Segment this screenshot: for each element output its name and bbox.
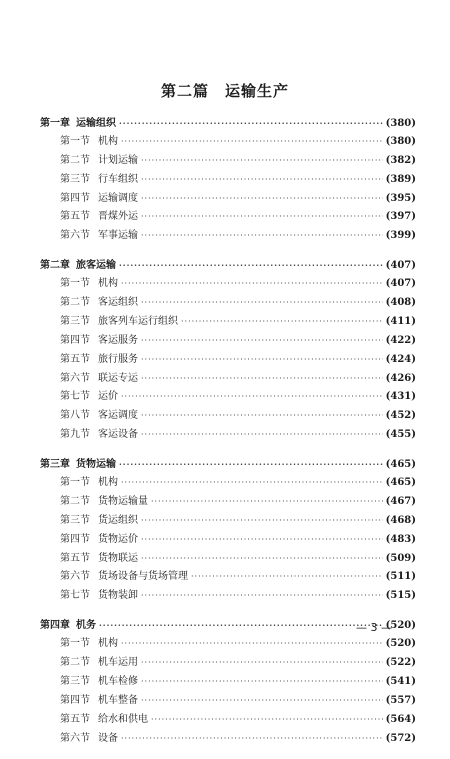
section-number: 第六节 (60, 571, 90, 583)
dot-leader (141, 587, 383, 606)
section-title: 客运设备 (98, 429, 138, 441)
chapter-number: 第一章 (40, 118, 70, 129)
dot-leader (121, 635, 383, 654)
toc-section-entry (40, 133, 416, 152)
dot-leader (151, 493, 383, 512)
section-number: 第四节 (60, 694, 90, 706)
toc-section-entry (40, 152, 416, 171)
page-reference: (431) (385, 391, 416, 403)
dot-leader (119, 114, 383, 133)
chapter-title: 货物运输 (76, 459, 116, 471)
dot-leader (191, 568, 383, 587)
toc-section-entry (40, 692, 416, 711)
section-number: 第三节 (60, 514, 90, 526)
toc-section-entry (40, 635, 416, 654)
page-reference: (395) (385, 192, 416, 204)
dot-leader (141, 171, 383, 190)
dot-leader (141, 407, 383, 426)
section-title: 机车整备 (98, 694, 138, 706)
toc-chapter-block (40, 455, 416, 606)
section-number: 第五节 (60, 552, 90, 564)
page-reference: (426) (385, 372, 416, 384)
dot-leader (119, 455, 383, 474)
section-number: 第二节 (60, 657, 90, 669)
section-title: 机构 (98, 278, 118, 290)
page-title: 第二篇 运输生产 (160, 82, 289, 100)
section-title: 运价 (98, 391, 118, 403)
dot-leader (181, 313, 383, 332)
dot-leader (141, 294, 383, 313)
page-reference: (541) (385, 675, 416, 687)
page-reference: (407) (385, 278, 416, 290)
toc-section-entry (40, 190, 416, 209)
page-reference: (465) (385, 477, 416, 489)
toc-chapter-block (40, 256, 416, 445)
toc-chapter-entry (40, 114, 416, 133)
toc-section-entry (40, 426, 416, 445)
page-reference: (520) (385, 620, 416, 632)
dot-leader (121, 388, 383, 407)
dot-leader (141, 673, 383, 692)
chapter-title: 机务 (76, 620, 96, 632)
section-title: 客运组织 (98, 297, 138, 309)
section-title: 设备 (98, 732, 118, 744)
dot-leader (121, 474, 383, 493)
section-number: 第三节 (60, 173, 90, 185)
toc-section-entry (40, 587, 416, 606)
page-reference: (397) (385, 211, 416, 223)
section-title: 运输调度 (98, 192, 138, 204)
toc-section-entry (40, 227, 416, 246)
section-number: 第八节 (60, 410, 90, 422)
chapter-title: 旅客运输 (76, 260, 116, 272)
section-title: 联运专运 (98, 372, 138, 384)
toc-section-entry (40, 332, 416, 351)
section-title: 货物联运 (98, 552, 138, 564)
page-reference: (515) (385, 590, 416, 602)
page-reference: (389) (385, 173, 416, 185)
page-reference: (468) (385, 514, 416, 526)
chapter-number: 第三章 (40, 459, 70, 471)
toc-section-entry (40, 208, 416, 227)
section-title: 货运组织 (98, 514, 138, 526)
page-reference: (407) (385, 260, 416, 272)
section-title: 货物运价 (98, 533, 138, 545)
toc-section-entry (40, 512, 416, 531)
toc-section-entry (40, 351, 416, 370)
dot-leader (99, 616, 383, 635)
page-reference: (422) (385, 334, 416, 346)
toc-section-entry (40, 294, 416, 313)
toc-chapter-block (40, 114, 416, 246)
table-of-contents (40, 114, 416, 759)
section-number: 第五节 (60, 713, 90, 725)
page-number: — 3 — (356, 621, 392, 634)
toc-section-entry (40, 313, 416, 332)
page-reference: (511) (385, 571, 416, 583)
page-reference: (382) (385, 154, 416, 166)
page-reference: (520) (385, 638, 416, 650)
page-reference: (380) (385, 135, 416, 147)
section-title: 给水和供电 (98, 713, 148, 725)
section-title: 机车检修 (98, 675, 138, 687)
toc-chapter-block (40, 616, 416, 748)
page-reference: (509) (385, 552, 416, 564)
section-number: 第六节 (60, 732, 90, 744)
toc-section-entry (40, 568, 416, 587)
toc-section-entry (40, 730, 416, 749)
dot-leader (141, 512, 383, 531)
page-reference: (572) (385, 732, 416, 744)
page-reference: (399) (385, 230, 416, 242)
chapter-number: 第二章 (40, 260, 70, 272)
section-number: 第九节 (60, 429, 90, 441)
dot-leader (141, 531, 383, 550)
dot-leader (141, 208, 383, 227)
section-number: 第一节 (60, 278, 90, 290)
section-number: 第五节 (60, 211, 90, 223)
section-title: 货物装卸 (98, 590, 138, 602)
page-reference: (408) (385, 297, 416, 309)
page-reference: (467) (385, 495, 416, 507)
dot-leader (121, 275, 383, 294)
chapter-number: 第四章 (40, 620, 70, 632)
section-number: 第一节 (60, 638, 90, 650)
dot-leader (141, 190, 383, 209)
section-number: 第三节 (60, 675, 90, 687)
chapter-title: 运输组织 (76, 118, 116, 129)
section-title: 货物运输量 (98, 495, 148, 507)
section-title: 客运调度 (98, 410, 138, 422)
page-reference: (380) (385, 118, 416, 129)
toc-section-entry (40, 550, 416, 569)
toc-section-entry (40, 171, 416, 190)
dot-leader (119, 256, 383, 275)
section-title: 旅客列车运行组织 (98, 315, 178, 327)
page-reference: (455) (385, 429, 416, 441)
section-title: 军事运输 (98, 230, 138, 242)
section-number: 第二节 (60, 297, 90, 309)
page-reference: (522) (385, 657, 416, 669)
section-number: 第六节 (60, 230, 90, 242)
page-reference: (411) (385, 315, 416, 327)
section-title: 行车组织 (98, 173, 138, 185)
page-reference: (452) (385, 410, 416, 422)
page-reference: (564) (385, 713, 416, 725)
toc-section-entry (40, 711, 416, 730)
section-number: 第七节 (60, 590, 90, 602)
toc-chapter-entry (40, 256, 416, 275)
dot-leader (121, 730, 383, 749)
dot-leader (141, 332, 383, 351)
section-title: 机构 (98, 477, 118, 489)
toc-section-entry (40, 370, 416, 389)
dot-leader (141, 550, 383, 569)
dot-leader (141, 152, 383, 171)
section-title: 计划运输 (98, 154, 138, 166)
section-number: 第三节 (60, 315, 90, 327)
dot-leader (141, 692, 383, 711)
section-number: 第四节 (60, 192, 90, 204)
section-number: 第四节 (60, 533, 90, 545)
dot-leader (121, 133, 383, 152)
dot-leader (141, 370, 383, 389)
dot-leader (141, 426, 383, 445)
section-title: 机构 (98, 638, 118, 650)
section-title: 货场设备与货场管理 (98, 571, 188, 583)
toc-section-entry (40, 407, 416, 426)
section-title: 机车运用 (98, 657, 138, 669)
dot-leader (141, 351, 383, 370)
section-number: 第六节 (60, 372, 90, 384)
section-number: 第四节 (60, 334, 90, 346)
section-title: 客运服务 (98, 334, 138, 346)
section-number: 第五节 (60, 353, 90, 365)
section-number: 第一节 (60, 135, 90, 147)
dot-leader (141, 227, 383, 246)
toc-section-entry (40, 388, 416, 407)
dot-leader (151, 711, 383, 730)
toc-section-entry (40, 531, 416, 550)
section-number: 第二节 (60, 154, 90, 166)
section-title: 晋煤外运 (98, 211, 138, 223)
page-reference: (465) (385, 459, 416, 471)
section-number: 第七节 (60, 391, 90, 403)
page-reference: (424) (385, 353, 416, 365)
page-reference: (483) (385, 533, 416, 545)
section-title: 机构 (98, 135, 118, 147)
section-number: 第二节 (60, 495, 90, 507)
section-number: 第一节 (60, 477, 90, 489)
toc-chapter-entry (40, 455, 416, 474)
page-reference: (557) (385, 694, 416, 706)
toc-section-entry (40, 493, 416, 512)
toc-section-entry (40, 474, 416, 493)
toc-section-entry (40, 673, 416, 692)
toc-section-entry (40, 275, 416, 294)
section-title: 旅行服务 (98, 353, 138, 365)
